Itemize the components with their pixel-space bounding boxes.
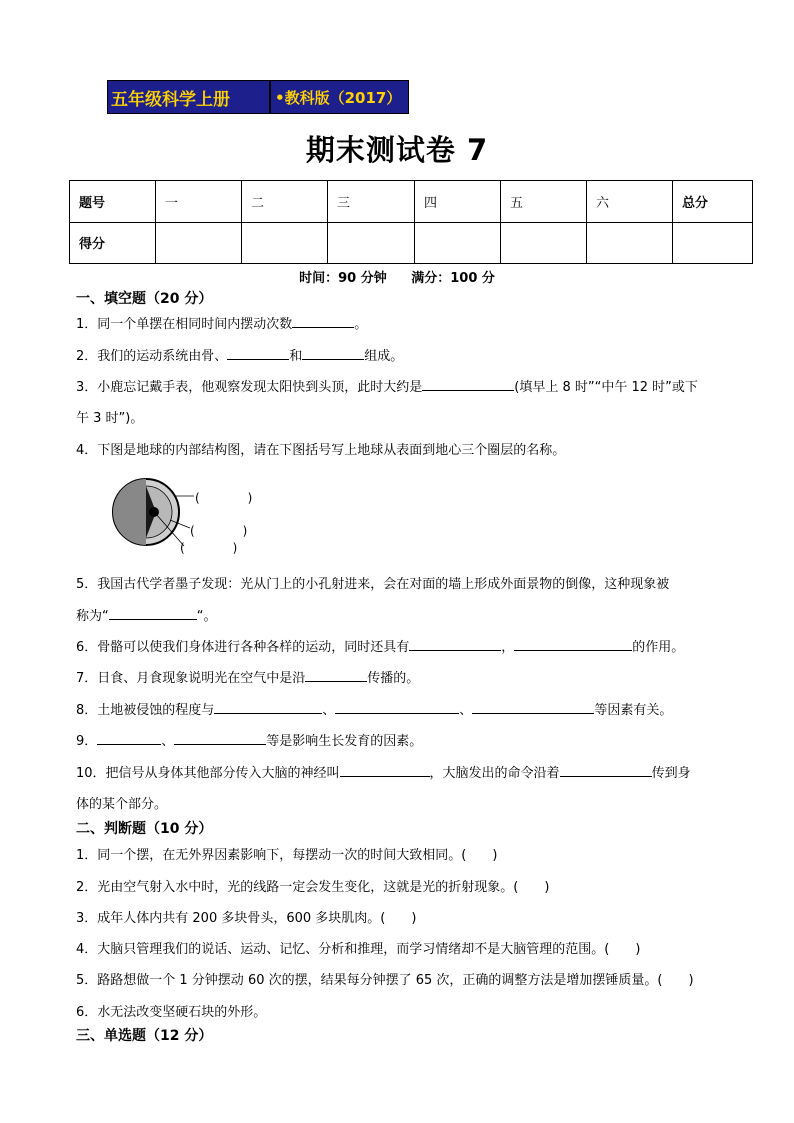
answer-blank[interactable] [227, 346, 289, 360]
question-text: (填早上 8 时”“中午 12 时”或下 [514, 380, 698, 395]
score-table-score-row [70, 222, 753, 264]
banner-edition: •教科版（2017） [275, 88, 402, 107]
question-3-cont: 午 3 时”)。 [76, 411, 144, 426]
question-text: 3．小鹿忘记戴手表，他观察发现太阳快到头顶，此时大约是 [76, 380, 423, 395]
score-input-cell[interactable] [501, 222, 587, 264]
earth-layer-label[interactable]: ( ) [195, 491, 253, 505]
question-text: 6．骨骼可以使我们身体进行各种各样的运动，同时还具有 [76, 640, 410, 655]
question-2 [76, 345, 752, 364]
section-heading: 三、单选题（12 分） [76, 1028, 213, 1044]
table-cell: 六 [587, 181, 673, 223]
table-cell: 二 [242, 181, 328, 223]
earth-layer-label[interactable]: ( ) [190, 524, 248, 538]
question-text: 传到身 [651, 766, 691, 781]
score-table-header-row [70, 181, 753, 223]
question-text: 、 [459, 703, 473, 718]
exam-full-score: 满分：100 分 [411, 271, 495, 286]
judgement-item: 1．同一个摆，在无外界因素影响下，每摆动一次的时间大致相同。( ) [76, 848, 498, 863]
question-8 [76, 699, 752, 718]
question-text: 、 [322, 703, 336, 718]
earth-structure-diagram [110, 476, 260, 556]
question-text: 传播的。 [367, 671, 420, 686]
question-text: 的作用。 [632, 640, 685, 655]
question-text: “。 [196, 609, 217, 624]
table-cell: 五 [501, 181, 587, 223]
answer-blank[interactable] [109, 606, 197, 620]
question-5-cont [76, 605, 752, 624]
question-1 [76, 313, 752, 332]
judgement-item: 4．大脑只管理我们的说话、运动、记忆、分析和推理，而学习情绪却不是大脑管理的范围。( ) [76, 942, 641, 957]
question-text: 等因素有关。 [594, 703, 673, 718]
question-text: 9． [76, 734, 98, 749]
answer-blank[interactable] [335, 700, 459, 714]
banner-grade: 五年级科学上册 [111, 89, 230, 110]
question-5: 5．我国古代学者墨子发现：光从门上的小孔射进来，会在对面的墙上形成外面景物的倒像，这种现象被 [76, 577, 670, 592]
judgement-item: 6．水无法改变坚硬石块的外形。 [76, 1005, 267, 1020]
judgement-item: 2．光由空气射入水中时，光的线路一定会发生变化，这就是光的折射现象。( ) [76, 880, 550, 895]
table-cell: 总分 [673, 181, 753, 223]
section-heading: 二、判断题（10 分） [76, 821, 213, 837]
question-text: 和 [289, 349, 303, 364]
answer-blank[interactable] [302, 346, 364, 360]
judgement-item: 5．路路想做一个 1 分钟摆动 60 次的摆，结果每分钟摆了 65 次，正确的调整方法是增加摆锤质量。( ) [76, 973, 694, 988]
score-input-cell[interactable] [328, 222, 415, 264]
judgement-item: 3．成年人体内共有 200 多块骨头，600 多块肌肉。( ) [76, 911, 417, 926]
section-heading: 一、填空题（20 分） [76, 291, 213, 307]
question-7 [76, 667, 752, 686]
score-input-cell[interactable] [242, 222, 328, 264]
question-4: 4．下图是地球的内部结构图，请在下图括号写上地球从表面到地心三个圈层的名称。 [76, 443, 566, 458]
table-cell: 四 [415, 181, 501, 223]
question-3 [76, 376, 752, 395]
table-cell: 三 [328, 181, 415, 223]
answer-blank[interactable] [174, 731, 266, 745]
question-text: 2．我们的运动系统由骨、 [76, 349, 228, 364]
score-input-cell[interactable] [587, 222, 673, 264]
score-input-cell[interactable] [673, 222, 753, 264]
earth-layer-label[interactable]: ( ) [180, 541, 238, 555]
question-text: 7．日食、月食现象说明光在空气中是沿 [76, 671, 306, 686]
question-text: 称为“ [76, 609, 109, 624]
table-cell: 得分 [70, 222, 156, 264]
question-6 [76, 636, 752, 655]
score-table [69, 180, 753, 264]
question-9 [76, 730, 752, 749]
question-text: 。 [354, 317, 368, 332]
question-text: 、 [161, 734, 175, 749]
answer-blank[interactable] [214, 700, 322, 714]
question-text: 10．把信号从身体其他部分传入大脑的神经叫 [76, 766, 340, 781]
question-text: ，大脑发出的命令沿着 [429, 766, 560, 781]
question-text: 等是影响生长发育的因素。 [266, 734, 423, 749]
answer-blank[interactable] [409, 637, 501, 651]
score-input-cell[interactable] [415, 222, 501, 264]
answer-blank[interactable] [472, 700, 594, 714]
question-text: 8．土地被侵蚀的程度与 [76, 703, 215, 718]
question-10 [76, 762, 752, 781]
answer-blank[interactable] [292, 314, 354, 328]
question-10-cont: 体的某个部分。 [76, 797, 168, 812]
score-input-cell[interactable] [156, 222, 242, 264]
exam-time: 时间：90 分钟 [299, 271, 387, 286]
table-cell: 一 [156, 181, 242, 223]
answer-blank[interactable] [422, 377, 514, 391]
page-title: 期末测试卷 7 [305, 133, 489, 167]
answer-blank[interactable] [305, 668, 367, 682]
question-text: ， [501, 640, 515, 655]
grade-banner [107, 80, 409, 114]
table-cell: 题号 [70, 181, 156, 223]
exam-info [0, 267, 794, 286]
answer-blank[interactable] [560, 763, 652, 777]
answer-blank[interactable] [340, 763, 430, 777]
question-text: 1．同一个单摆在相同时间内摆动次数 [76, 317, 293, 332]
answer-blank[interactable] [97, 731, 161, 745]
question-text: 组成。 [364, 349, 404, 364]
answer-blank[interactable] [514, 637, 632, 651]
